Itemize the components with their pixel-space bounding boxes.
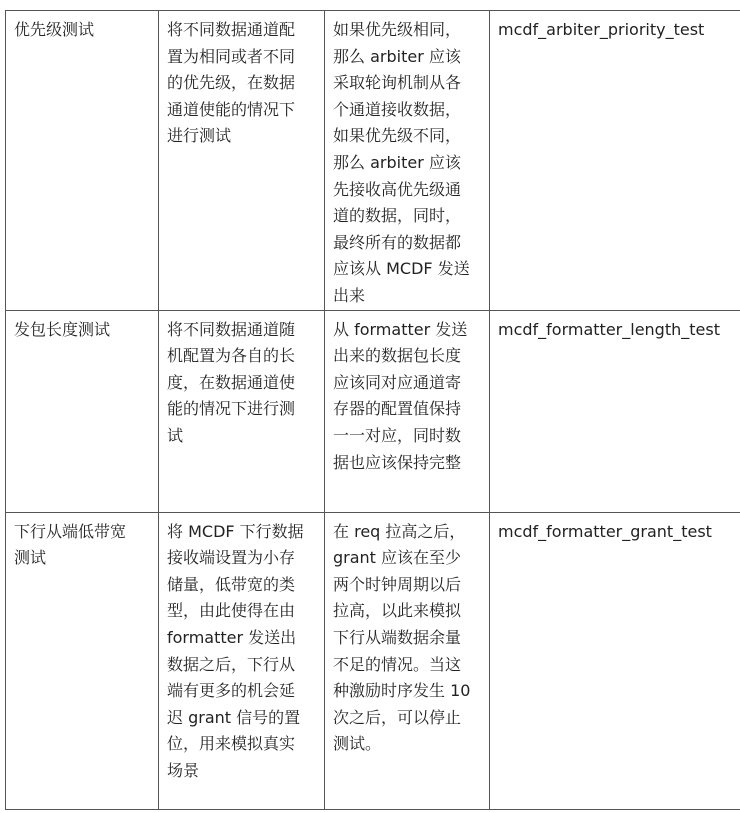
test-name-cell: 发包长度测试 <box>6 310 159 512</box>
test-name-cell: 优先级测试 <box>6 11 159 311</box>
table-row <box>6 310 740 512</box>
test-case-cell: mcdf_arbiter_priority_test <box>490 11 740 311</box>
test-description-cell: 将 MCDF 下行数据 接收端设置为小存 储量，低带宽的类 型，由此使得在由 formatter 发送出 数据之后，下行从 端有更多的机会延 迟 grant 信号的置 位，用来模拟真实 场景 <box>159 512 325 809</box>
test-case-cell: mcdf_formatter_length_test <box>490 310 740 512</box>
test-name-cell: 下行从端低带宽 测试 <box>6 512 159 809</box>
expected-result-cell: 从 formatter 发送 出来的数据包长度 应该同对应通道寄 存器的配置值保持 一一对应，同时数 据也应该保持完整 <box>325 310 490 512</box>
test-case-cell: mcdf_formatter_grant_test <box>490 512 740 809</box>
expected-result-cell: 如果优先级相同， 那么 arbiter 应该 采取轮询机制从各 个通道接收数据， 如果优先级不同， 那么 arbiter 应该 先接收高优先级通 道的数据，同时， 最终所有的数据都 应该从 MCDF 发送 出来 <box>325 11 490 311</box>
expected-result-cell: 在 req 拉高之后， grant 应该在至少 两个时钟周期以后 拉高，以此来模拟 下行从端数据余量 不足的情况。当这 种激励时序发生 10 次之后，可以停止 测试。 <box>325 512 490 809</box>
table-row <box>6 11 740 311</box>
table-row <box>6 512 740 809</box>
test-description-cell: 将不同数据通道随 机配置为各自的长 度，在数据通道使 能的情况下进行测 试 <box>159 310 325 512</box>
test-plan-table <box>5 10 740 810</box>
test-description-cell: 将不同数据通道配 置为相同或者不同 的优先级，在数据 通道使能的情况下 进行测试 <box>159 11 325 311</box>
